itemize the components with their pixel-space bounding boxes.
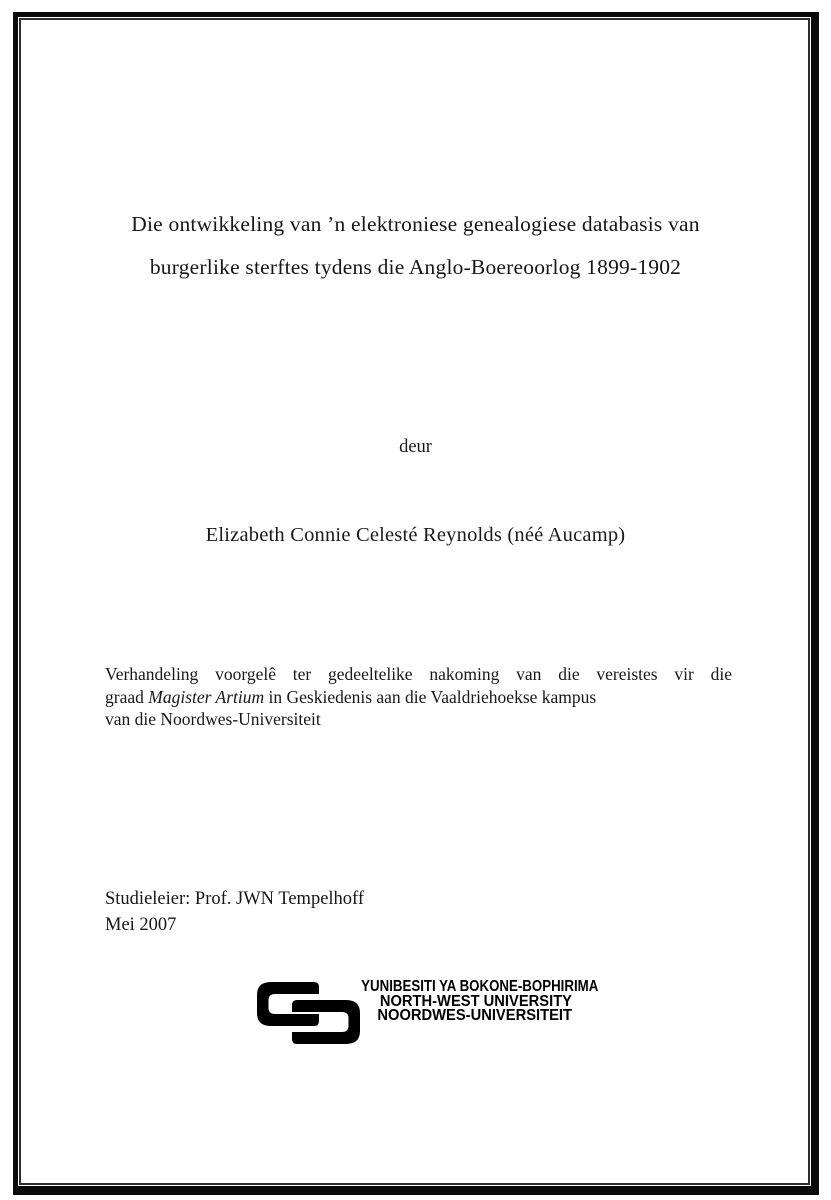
thesis-title-line2: burgerlike sterftes tydens die Anglo-Boereoorlog 1899-1902 (149, 255, 682, 279)
university-logo-text (318, 978, 599, 1025)
date-line: Mei 2007 (105, 915, 177, 935)
advisor-line: Studieleier: Prof. JWN Tempelhoff (105, 889, 365, 909)
logo-text-afrikaans: NOORDWES-UNIVERSITEIT (377, 1007, 572, 1025)
degree-statement-line1: Verhandeling voorgelê ter gedeeltelike nakoming van die vereistes vir die (105, 664, 732, 684)
degree-statement-line2-pre: graad (105, 686, 149, 707)
degree-statement (105, 663, 732, 731)
byline-deur: deur (399, 437, 432, 457)
logo-text-setswana: YUNIBESITI YA BOKONE-BOPHIRIMA (361, 978, 599, 995)
degree-statement-line3: van die Noordwes-Universiteit (105, 709, 321, 730)
degree-name-italic: Magister Artium (148, 686, 265, 707)
degree-statement-line2 (105, 686, 732, 709)
thesis-title (70, 203, 761, 289)
thesis-title-line1: Die ontwikkeling van ’n elektroniese genealogiese databasis van (131, 212, 700, 236)
advisor-date-block (105, 886, 364, 938)
logo-text-english: NORTH-WEST UNIVERSITY (379, 992, 572, 1010)
author-name: Elizabeth Connie Celesté Reynolds (néé Aucamp) (205, 524, 626, 546)
degree-statement-line2-post: in Geskiedenis aan die Vaaldriehoekse kampus (264, 686, 597, 707)
